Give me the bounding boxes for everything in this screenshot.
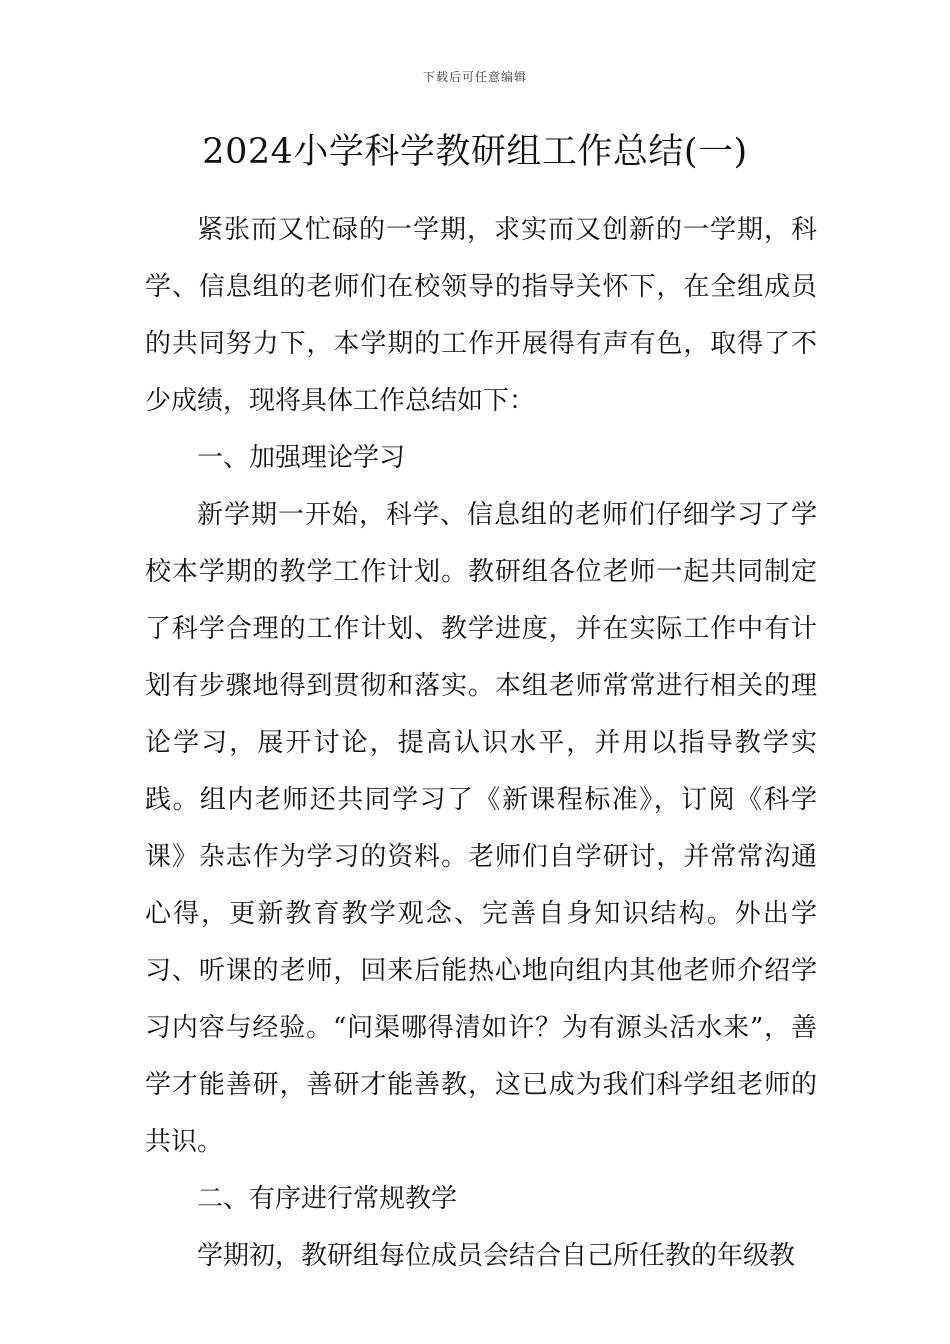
paragraph-intro: 紧张而又忙碌的一学期，求实而又创新的一学期，科学、信息组的老师们在校领导的指导关怀下，在全组成员的共同努力下，本学期的工作开展得有声有色，取得了不少成绩，现将具体工作总结如下： — [145, 215, 817, 416]
section-heading-2: 二、有序进行常规教学 — [197, 1184, 458, 1214]
paragraph-theory-study: 新学期一开始，科学、信息组的老师们仔细学习了学校本学期的教学工作计划。教研组各位老师一起共同制定了科学合理的工作计划、教学进度，并在实际工作中有计划有步骤地得到贯彻和落实。本组老师常常进行相关的理论学习，展开讨论，提高认识水平，并用以指导教学实践。组内老师还共同学习了《新课程标准》，订阅《科学课》杂志作为学习的资料。老师们自学研讨，并常常沟通心得，更新教育教学观念、完善自身知识结构。外出学习、听课的老师，回来后能热心地向组内其他老师介绍学习内容与经验。“问渠哪得清如许？为有源头活水来”，善学才能善研，善研才能善教，这已成为我们科学组老师的共识。 — [145, 500, 817, 1157]
section-heading-1: 一、加强理论学习 — [197, 443, 406, 473]
document-body — [145, 202, 817, 1285]
paragraph-routine-teaching: 学期初，教研组每位成员会结合自己所任教的年级教 — [197, 1241, 796, 1271]
header-note: 下载后可任意编辑 — [422, 70, 527, 84]
document-title: 2024小学科学教研组工作总结(一) — [202, 132, 748, 172]
